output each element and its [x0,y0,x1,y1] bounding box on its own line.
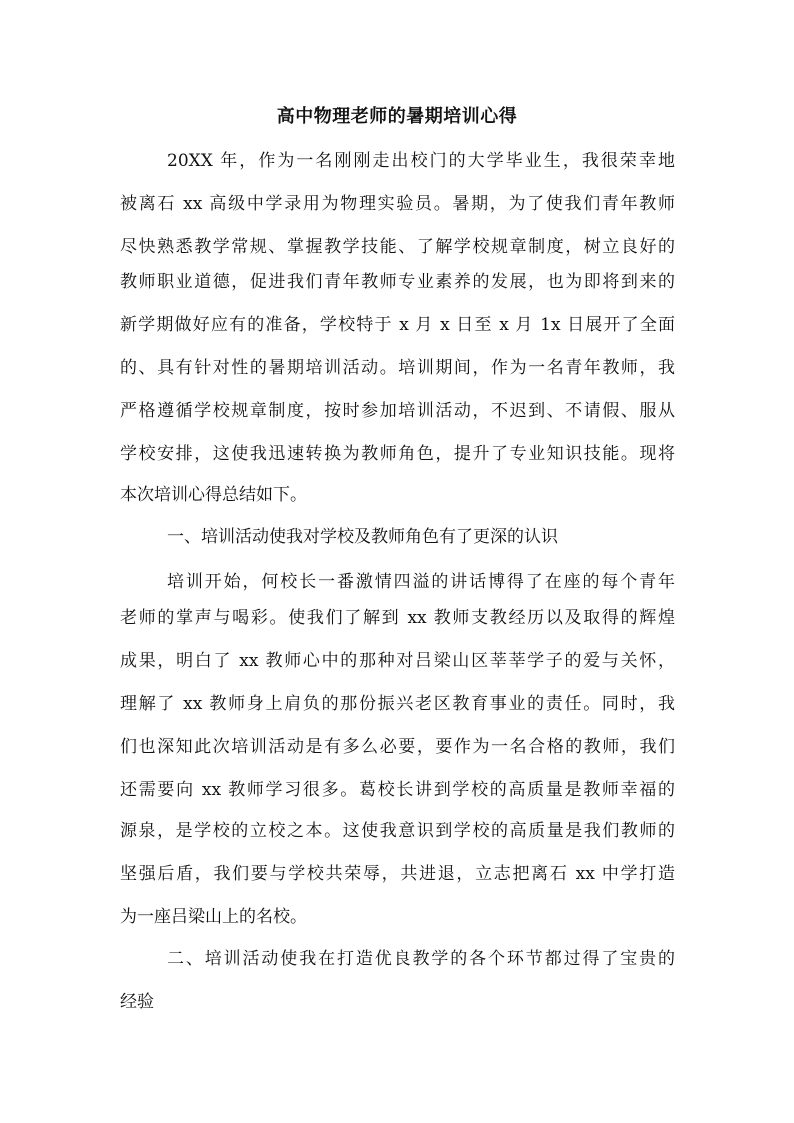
paragraph-1-line-2: 被离石 xx 高级中学录用为物理实验员。暑期，为了使我们青年教师 [120,194,675,214]
paragraph-1-line-8: 学校安排，这使我迅速转换为教师角色，提升了专业知识技能。现将 [120,444,675,464]
paragraph-2-line-9: 为一座吕梁山上的名校。 [120,907,307,927]
paragraph-1-line-1: 20XX 年，作为一名刚刚走出校门的大学毕业生，我很荣幸地 [167,151,675,171]
paragraph-2-line-1: 培训开始，何校长一番激情四溢的讲话博得了在座的每个青年 [167,572,675,592]
paragraph-1-line-9: 本次培训心得总结如下。 [120,485,307,505]
paragraph-1-line-5: 新学期做好应有的准备，学校特于 x 月 x 日至 x 月 1x 日展开了全面 [120,315,675,335]
section-heading-2-line-2: 经验 [120,992,154,1012]
paragraph-1-line-7: 严格遵循学校规章制度，按时参加培训活动，不迟到、不请假、服从 [120,401,675,421]
paragraph-1-line-6: 的、具有针对性的暑期培训活动。培训期间，作为一名青年教师，我 [120,358,675,378]
paragraph-2-line-3: 成果，明白了 xx 教师心中的那种对吕梁山区莘莘学子的爱与关怀， [120,651,675,671]
section-heading-1: 一、培训活动使我对学校及教师角色有了更深的认识 [167,527,558,547]
section-heading-2-line-1: 二、培训活动使我在打造优良教学的各个环节都过得了宝贵的 [167,949,675,969]
paragraph-1-line-3: 尽快熟悉教学常规、掌握教学技能、了解学校规章制度，树立良好的 [120,237,675,257]
paragraph-1-line-4: 教师职业道德，促进我们青年教师专业素养的发展，也为即将到来的 [120,272,675,292]
document-title: 高中物理老师的暑期培训心得 [276,106,518,127]
paragraph-2-line-8: 坚强后盾，我们要与学校共荣辱，共进退，立志把离石 xx 中学打造 [120,864,675,884]
paragraph-2-line-4: 理解了 xx 教师身上肩负的那份振兴老区教育事业的责任。同时，我 [120,694,675,714]
paragraph-2-line-7: 源泉，是学校的立校之本。这使我意识到学校的高质量是我们教师的 [120,821,675,841]
paragraph-2-line-2: 老师的掌声与喝彩。使我们了解到 xx 教师支教经历以及取得的辉煌 [120,608,675,628]
paragraph-2-line-6: 还需要向 xx 教师学习很多。葛校长讲到学校的高质量是教师幸福的 [120,780,675,800]
paragraph-2-line-5: 们也深知此次培训活动是有多么必要，要作为一名合格的教师，我们 [120,737,675,757]
